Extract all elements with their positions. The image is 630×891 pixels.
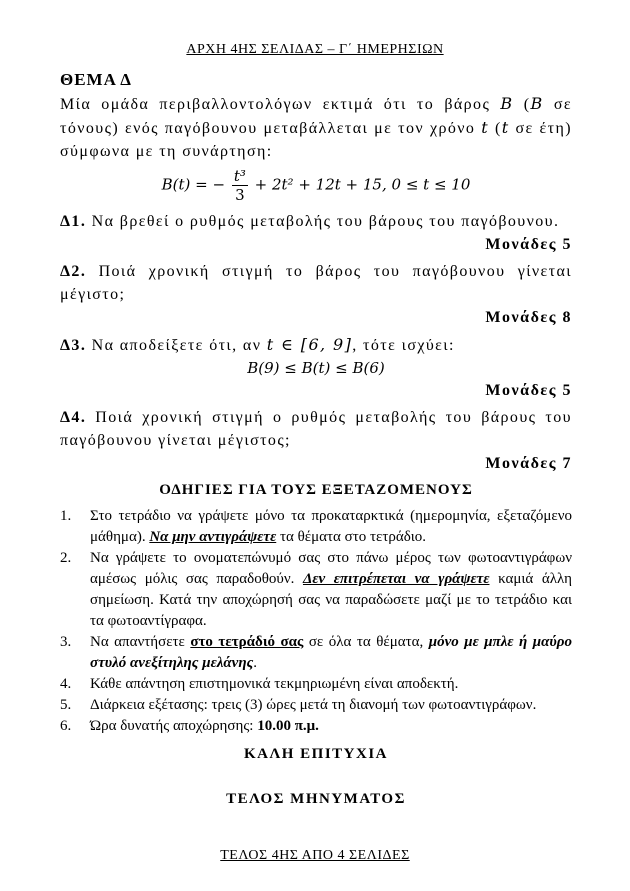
page-header-text: ΑΡΧΗ 4ΗΣ ΣΕΛΙΔΑΣ – Γ΄ ΗΜΕΡΗΣΙΩΝ: [186, 42, 444, 57]
intro-var-t: t: [481, 118, 490, 137]
instruction-text: σε όλα τα θέματα,: [303, 634, 429, 650]
question-text: Ποιά χρονική στιγμή ο ρυθμός μεταβολής του βάρους του παγόβουνου γίνεται μέγιστος;: [60, 409, 572, 449]
intro-text-1: Μία ομάδα περιβαλλοντολόγων εκτιμά ότι το βάρος: [60, 96, 491, 113]
instructions-title: ΟΔΗΓΙΕΣ ΓΙΑ ΤΟΥΣ ΕΞΕΤΑΖΟΜΕΝΟΥΣ: [159, 482, 473, 498]
instruction-number: 6.: [60, 718, 72, 734]
page-header: [0, 38, 630, 61]
marks-d3: Μονάδες 5: [485, 382, 572, 399]
question-d1: [60, 210, 572, 233]
formula-fraction: [232, 167, 248, 204]
instruction-text: καμιά άλλη σημείωση. Κατά την αποχώρησή σας να παραδώσετε μαζί με το τετράδιο και τα φωτοαντίγραφα.: [90, 571, 572, 629]
inequality: [60, 357, 572, 379]
instruction-text: Στο τετράδιο να γράψετε μόνο τα προκαταρκτικά (ημερομηνία, εξεταζόμενο μάθημα).: [90, 508, 572, 545]
instruction-bold: μόνο με μπλε ή μαύρο στυλό ανεξίτηλης μελάνης: [90, 634, 572, 671]
instruction-bold: 10.00 π.μ.: [257, 718, 319, 734]
question-text-end: , τότε ισχύει:: [352, 337, 455, 354]
formula-lhs: B(t) = −: [161, 175, 226, 194]
instruction-text: Να απαντήσετε: [90, 634, 191, 650]
question-text: Να βρεθεί ο ρυθμός μεταβολής του βάρους του παγόβουνου.: [91, 213, 560, 230]
intro-text-5: σε έτη) σύμφωνα με τη συνάρτηση:: [60, 120, 572, 160]
intro-text-2: (: [523, 96, 531, 113]
intro-var-b: B: [500, 94, 514, 113]
marks-d4: Μονάδες 7: [485, 455, 572, 472]
intro-text-3: σε τόνους) ενός παγόβουνου μεταβάλλεται με τον χρόνο: [60, 96, 572, 137]
intro-text-4: (: [494, 120, 502, 137]
question-d4: [60, 406, 572, 452]
intro-var-b-2: B: [530, 94, 544, 113]
marks-d2: Μονάδες 8: [485, 309, 572, 326]
question-d3: [60, 333, 572, 357]
instruction-emphasis: Δεν επιτρέπεται να γράψετε: [302, 571, 490, 587]
instruction-number: 2.: [60, 550, 72, 566]
theme-title: ΘΕΜΑ Δ: [60, 70, 132, 89]
instruction-number: 5.: [60, 697, 72, 713]
intro-var-t-2: t: [501, 118, 510, 137]
marks-d1: Μονάδες 5: [485, 236, 572, 253]
formula-frac-denominator: 3: [235, 186, 245, 204]
instruction-emphasis: στο τετράδιό σας: [190, 634, 304, 650]
page-content: [60, 68, 572, 811]
question-d2: [60, 260, 572, 306]
instruction-item: [60, 674, 572, 695]
instructions-list: [60, 506, 572, 737]
formula-rhs: + 2t² + 12t + 15, 0 ≤ t ≤ 10: [254, 175, 471, 194]
formula-frac-numerator: t³: [233, 167, 246, 185]
instruction-number: 1.: [60, 508, 72, 524]
instruction-text: Κάθε απάντηση επιστημονικά τεκμηριωμένη είναι αποδεκτή.: [90, 676, 459, 692]
question-math: t ∈ [6, 9]: [266, 335, 353, 354]
instruction-item: [60, 716, 572, 737]
instruction-number: 3.: [60, 634, 72, 650]
instruction-number: 4.: [60, 676, 72, 692]
instruction-text: Να γράψετε το ονοματεπώνυμό σας στο πάνω μέρος των φωτοαντιγράφων αμέσως μόλις σας παραδοθούν.: [90, 550, 572, 587]
theme-intro: [60, 92, 572, 163]
inequality-text: B(9) ≤ B(t) ≤ B(6): [247, 359, 385, 377]
question-label: Δ2.: [60, 263, 87, 280]
question-text: Ποιά χρονική στιγμή το βάρος του παγόβουνου γίνεται μέγιστο;: [60, 263, 572, 303]
question-text: Να αποδείξετε ότι, αν: [91, 337, 267, 354]
end-message: ΤΕΛΟΣ ΜΗΝΥΜΑΤΟΣ: [226, 791, 406, 807]
instruction-text: .: [253, 655, 258, 671]
question-label: Δ3.: [60, 337, 87, 354]
page-footer: [0, 844, 630, 867]
instruction-item: [60, 695, 572, 716]
instruction-text: Ώρα δυνατής αποχώρησης:: [90, 718, 258, 734]
question-label: Δ4.: [60, 409, 87, 426]
good-luck: ΚΑΛΗ ΕΠΙΤΥΧΙΑ: [243, 746, 389, 762]
instruction-emphasis: Να μην αντιγράψετε: [149, 529, 277, 545]
instruction-text: τα θέματα στο τετράδιο.: [276, 529, 427, 545]
page-footer-text: ΤΕΛΟΣ 4ΗΣ ΑΠΟ 4 ΣΕΛΙΔΕΣ: [220, 848, 410, 863]
function-formula: [60, 167, 572, 204]
instruction-text: Διάρκεια εξέτασης: τρεις (3) ώρες μετά τη διανομή των φωτοαντιγράφων.: [90, 697, 537, 713]
instruction-item: [60, 632, 572, 674]
question-label: Δ1.: [60, 213, 87, 230]
instruction-item: [60, 548, 572, 632]
instruction-item: [60, 506, 572, 548]
